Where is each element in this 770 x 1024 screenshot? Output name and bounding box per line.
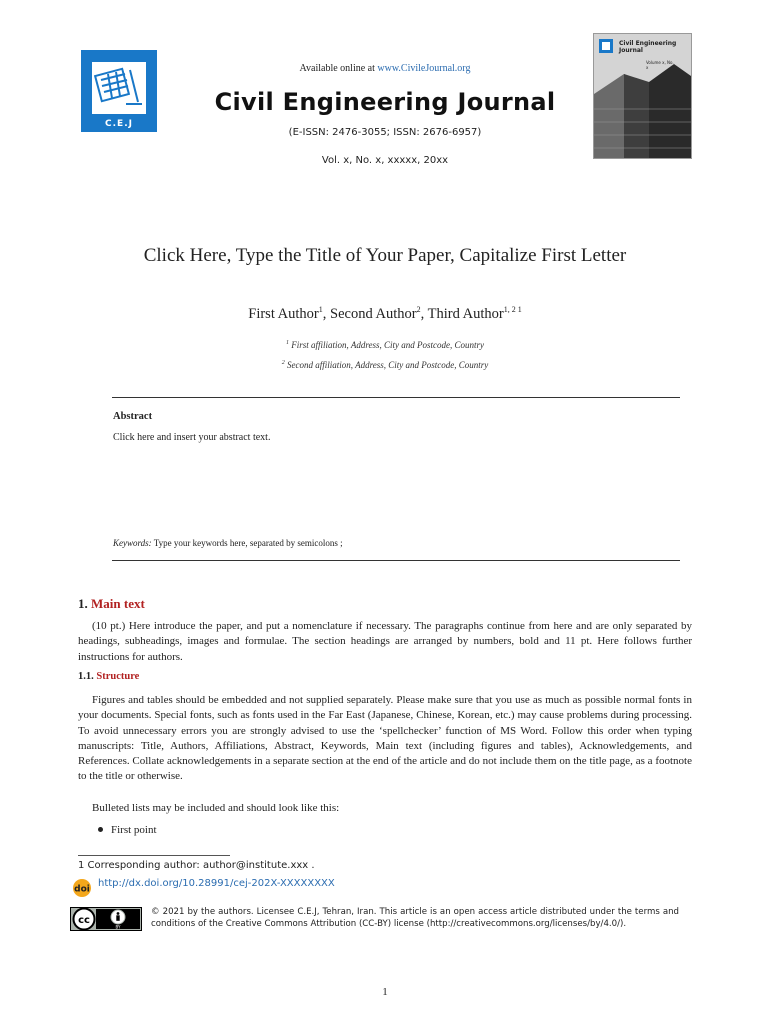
issn-line: (E-ISSN: 2476-3055; ISSN: 2676-6957)	[288, 127, 482, 138]
section-heading-1-1	[78, 671, 139, 682]
footnote-rule	[78, 855, 230, 856]
abstract-heading: Abstract	[113, 411, 153, 422]
abstract-top-rule	[112, 397, 680, 398]
paragraph-2: Figures and tables should be embedded and not supplied separately. Please make sure that you use as much as possible normal fonts in your documents. Special fonts, such as fonts used in the Far East (Japanese, Chinese, Korean, etc.) may cause problems during processing. To avoid unnecessary errors you are strongly advised to use the ‘spellchecker’ function of MS Word. Follow this order when typing manuscripts: Title, Authors, Affiliations, Abstract, Keywords, Main text (including figures and tables), Acknowledgements, and References. Collate acknowledgements in a separate section at the end of the article and do not include them on the title page, as a footnote to the title or otherwise.	[78, 694, 692, 783]
license-text: © 2021 by the authors. Licensee C.E.J, Tehran, Iran. This article is an open access article distributed under the terms and conditions of the Creative Commons Attribution (CC-BY) license (http://creativecommons.org/licenses/by/4.0/).	[151, 907, 679, 930]
section-1-title: Main text	[91, 596, 145, 611]
affiliation-2	[100, 360, 670, 370]
cover-title: Civil Engineering Journal	[619, 40, 677, 54]
section-heading-1	[78, 596, 145, 612]
abstract-text: Click here and insert your abstract text.	[113, 432, 271, 443]
svg-text:cc: cc	[78, 915, 90, 926]
author-3: Third Author	[427, 306, 504, 322]
page-number: 1	[382, 986, 388, 998]
svg-text:BY: BY	[115, 924, 121, 930]
paragraph-1: (10 pt.) Here introduce the paper, and put a nomenclature if necessary. The paragraphs continue from here and are only separated by headings, subheadings, images and formulae. The section headings are arranged by numbers, bold and 11 pt. Here follows further instructions for authors.	[78, 620, 692, 663]
journal-title: Civil Engineering Journal	[214, 88, 556, 116]
author-separator: ,	[420, 306, 428, 322]
keywords-text: Type your keywords here, separated by semicolons ;	[151, 538, 343, 548]
affiliation-1	[100, 340, 670, 350]
bullet-text: First point	[111, 824, 157, 836]
journal-cover-image	[593, 33, 692, 159]
author-1: First Author	[248, 306, 319, 322]
author-separator: ,	[322, 306, 331, 322]
author-2: Second Author	[330, 306, 417, 322]
corresponding-author-footnote: 1 Corresponding author: author@institute.xxx .	[78, 860, 315, 871]
affiliation-1-num: 1	[286, 340, 289, 346]
journal-website-link[interactable]: www.CivileJournal.org	[377, 63, 471, 74]
paragraph-3: Bulleted lists may be included and should look like this:	[92, 802, 340, 814]
cej-logo-icon	[81, 50, 157, 132]
author-3-affil: 1, 2 1	[503, 305, 522, 315]
cc-by-license-icon[interactable]	[70, 907, 142, 931]
affiliation-2-text: Second affiliation, Address, City and Postcode, Country	[284, 360, 489, 370]
keywords-label: Keywords:	[113, 538, 152, 548]
section-1-number: 1.	[78, 596, 91, 611]
section-1-1-number: 1.1.	[78, 671, 97, 682]
doi-link[interactable]: http://dx.doi.org/10.28991/cej-202X-XXXXXXXX	[98, 878, 335, 889]
volume-line: Vol. x, No. x, xxxxx, 20xx	[321, 155, 449, 166]
logo-text: C.E.J	[105, 119, 133, 129]
svg-text:doi: doi	[74, 884, 90, 895]
list-item	[98, 824, 157, 836]
available-online	[160, 63, 610, 74]
paper-title: Click Here, Type the Title of Your Paper, Capitalize First Letter	[143, 245, 627, 266]
keywords	[113, 538, 343, 548]
doi-icon	[72, 878, 93, 897]
author-list	[100, 306, 670, 323]
affiliation-1-text: First affiliation, Address, City and Postcode, Country	[289, 340, 484, 350]
author-2-affil: 2	[416, 305, 421, 315]
abstract-bottom-rule	[112, 560, 680, 561]
section-1-1-title: Structure	[96, 671, 140, 682]
available-prefix: Available online at	[299, 63, 378, 74]
cover-volume: Volume x, No. x	[646, 60, 674, 70]
author-1-affil: 1	[318, 305, 323, 315]
bullet-icon	[98, 827, 103, 832]
affiliation-2-num: 2	[281, 360, 285, 366]
